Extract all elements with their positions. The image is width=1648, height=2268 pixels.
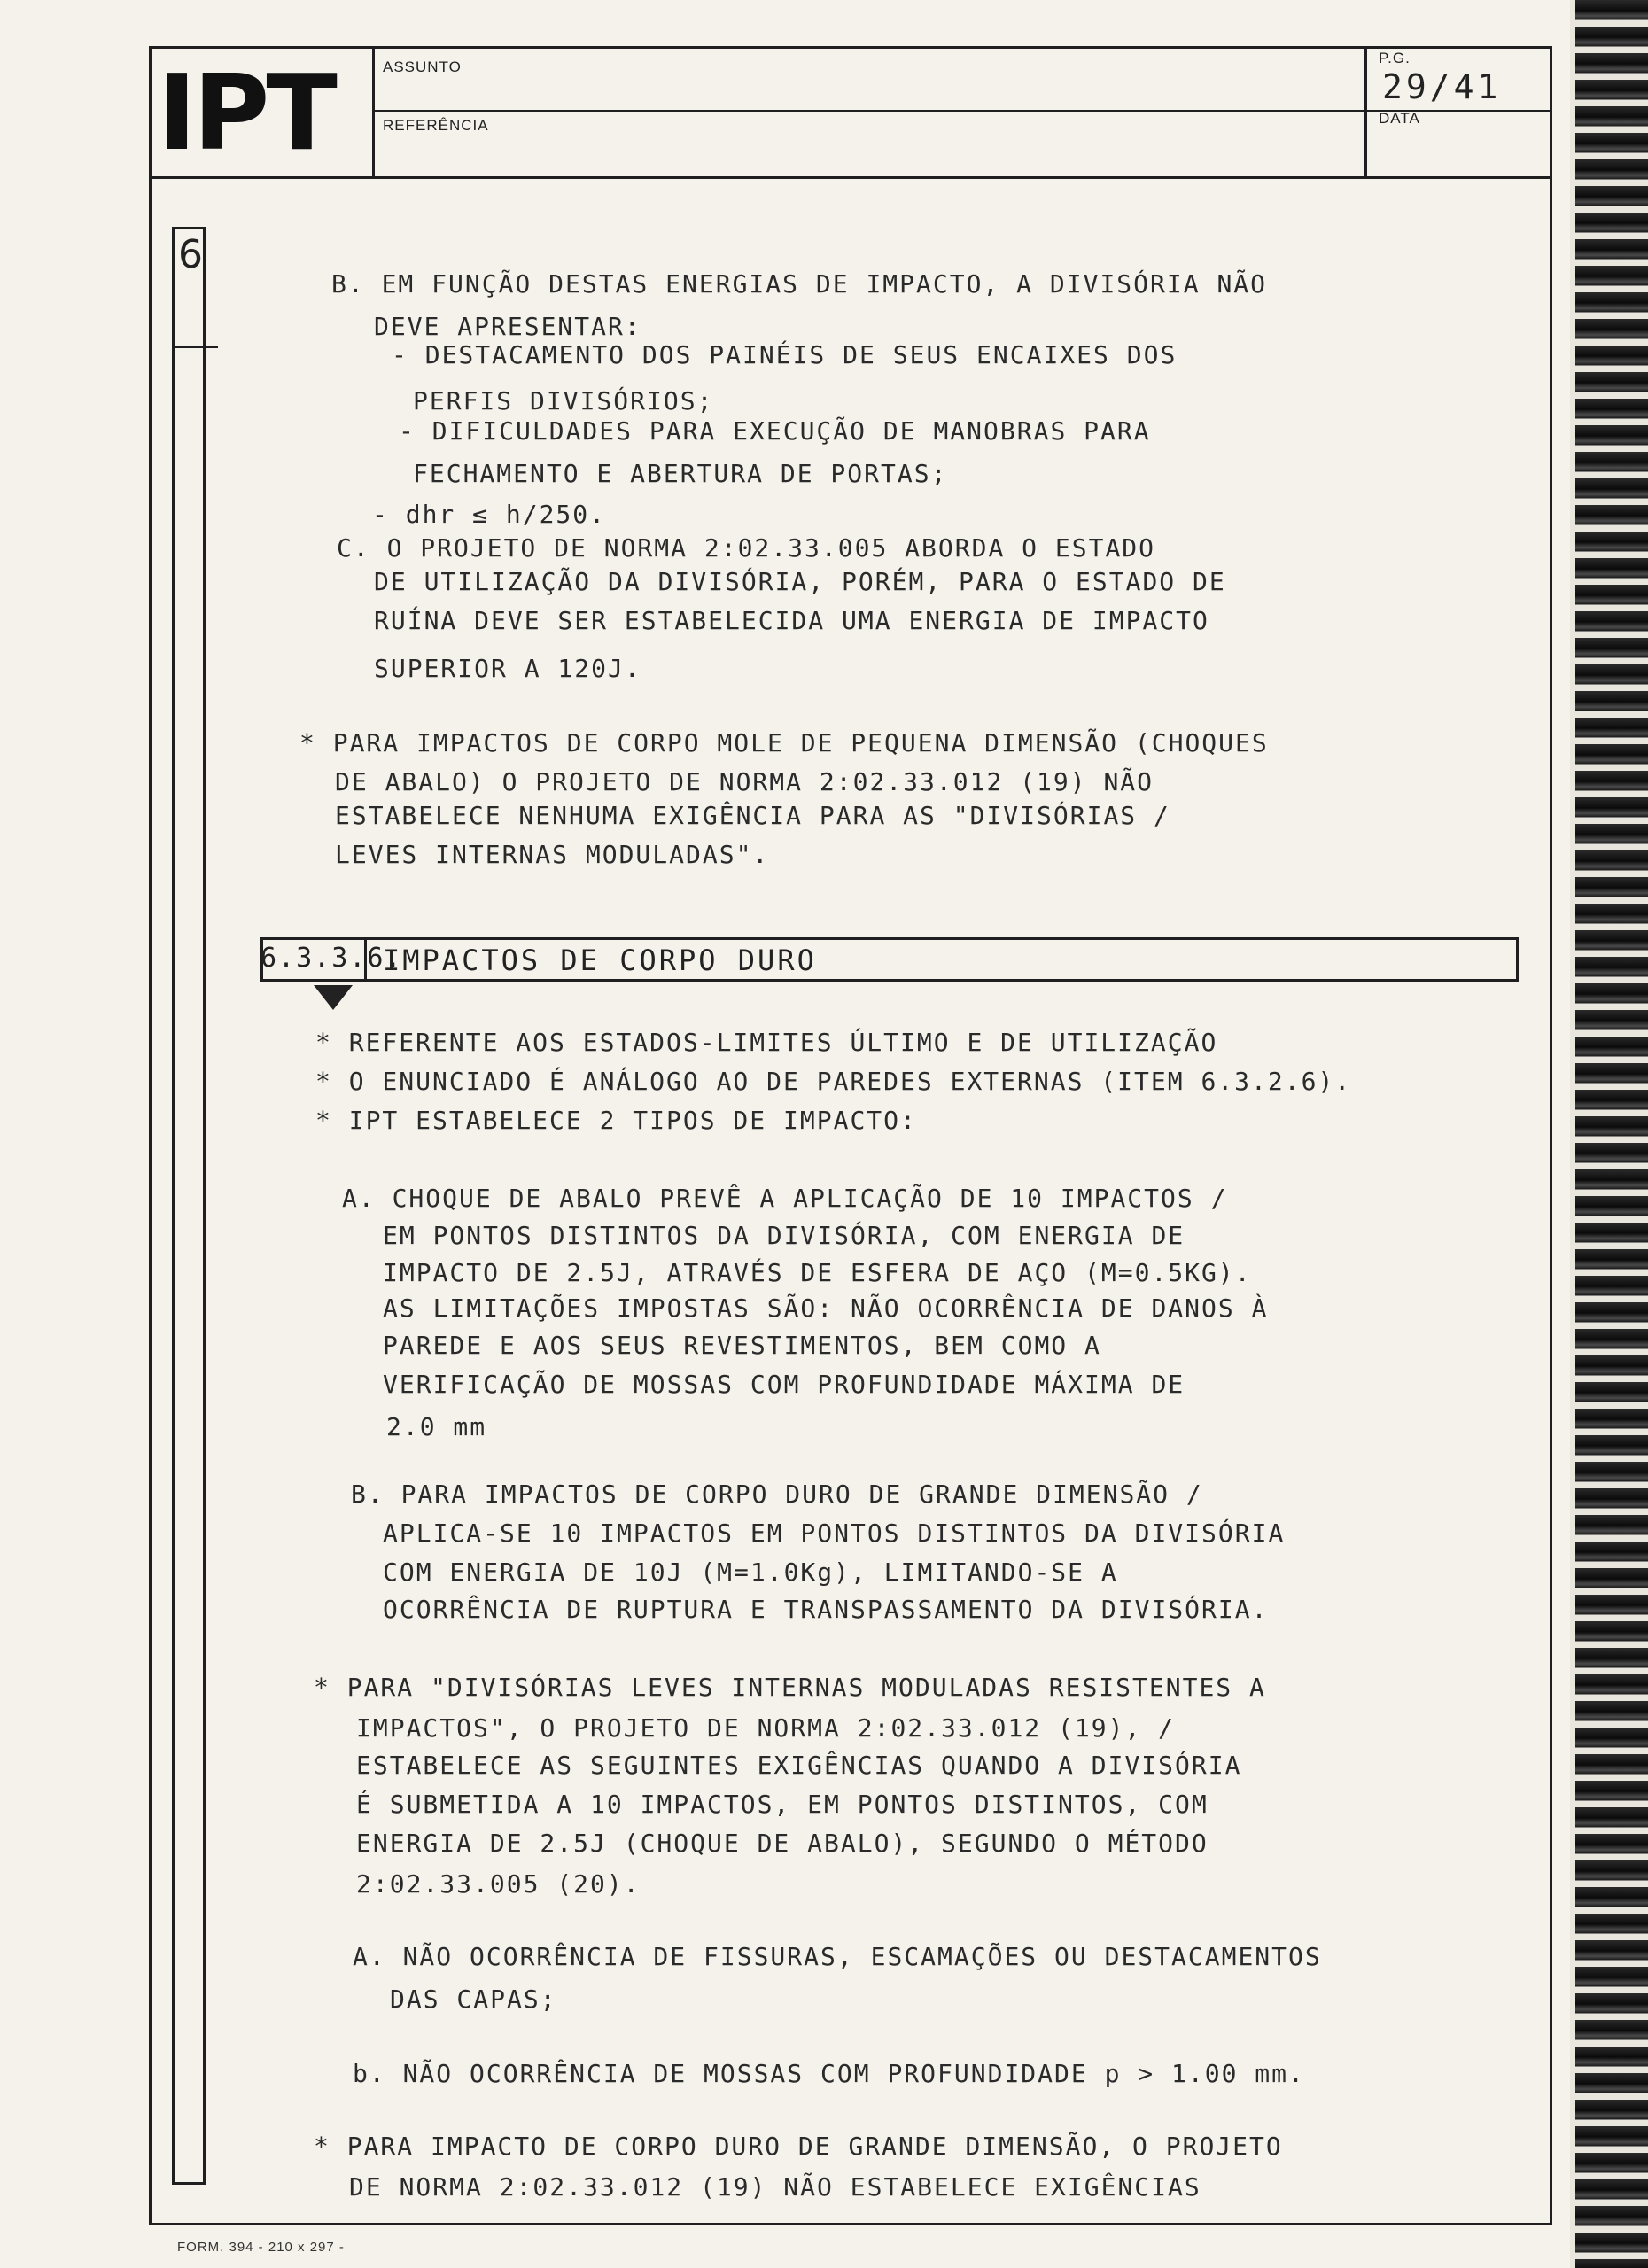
- text-line: B. EM FUNÇÃO DESTAS ENERGIAS DE IMPACTO, A DIVISÓRIA NÃO: [331, 269, 1268, 299]
- text-line: * PARA IMPACTO DE CORPO DURO DE GRANDE DIMENSÃO, O PROJETO: [314, 2132, 1283, 2161]
- text-line: AS LIMITAÇÕES IMPOSTAS SÃO: NÃO OCORRÊNCIA DE DANOS À: [383, 1293, 1269, 1323]
- header-divider: [1364, 46, 1367, 179]
- section-column: [172, 227, 206, 2185]
- text-line: IMPACTO DE 2.5J, ATRAVÉS DE ESFERA DE AÇO (M=0.5KG).: [383, 1258, 1252, 1287]
- text-line: * PARA IMPACTOS DE CORPO MOLE DE PEQUENA DIMENSÃO (CHOQUES: [299, 728, 1269, 757]
- text-line: - DIFICULDADES PARA EXECUÇÃO DE MANOBRAS PARA: [399, 416, 1151, 446]
- form-footer: FORM. 394 - 210 x 297 -: [177, 2240, 345, 2255]
- header-divider: [372, 46, 375, 179]
- text-line: DE NORMA 2:02.33.012 (19) NÃO ESTABELECE EXIGÊNCIAS: [349, 2172, 1201, 2202]
- pg-label: P.G.: [1379, 50, 1411, 66]
- header-midline: [372, 110, 1552, 112]
- text-line: PAREDE E AOS SEUS REVESTIMENTOS, BEM COMO A: [383, 1331, 1101, 1360]
- text-line: RUÍNA DEVE SER ESTABELECIDA UMA ENERGIA DE IMPACTO: [374, 606, 1209, 635]
- text-line: b. NÃO OCORRÊNCIA DE MOSSAS COM PROFUNDIDADE p > 1.00 mm.: [353, 2059, 1305, 2088]
- text-line: DAS CAPAS;: [390, 1984, 557, 2014]
- text-line: - dhr ≤ h/250.: [372, 500, 607, 529]
- text-line: ESTABELECE AS SEGUINTES EXIGÊNCIAS QUANDO A DIVISÓRIA: [356, 1751, 1242, 1780]
- text-line: * REFERENTE AOS ESTADOS-LIMITES ÚLTIMO E DE UTILIZAÇÃO: [315, 1028, 1218, 1057]
- text-line: 2:02.33.005 (20).: [356, 1869, 641, 1899]
- text-line: ESTABELECE NENHUMA EXIGÊNCIA PARA AS "DIVISÓRIAS /: [335, 801, 1170, 830]
- text-line: A. NÃO OCORRÊNCIA DE FISSURAS, ESCAMAÇÕES OU DESTACAMENTOS: [353, 1942, 1322, 1971]
- text-line: B. PARA IMPACTOS DE CORPO DURO DE GRANDE DIMENSÃO /: [351, 1480, 1203, 1509]
- text-line: FECHAMENTO E ABERTURA DE PORTAS;: [413, 459, 948, 488]
- form-header: [149, 46, 1552, 179]
- section-heading-number: 6.3.3.6.: [260, 937, 367, 982]
- text-line: * O ENUNCIADO É ANÁLOGO AO DE PAREDES EXTERNAS (ITEM 6.3.2.6).: [315, 1067, 1352, 1096]
- spiral-binding: [1575, 0, 1648, 2268]
- text-line: É SUBMETIDA A 10 IMPACTOS, EM PONTOS DISTINTOS, COM: [356, 1790, 1209, 1819]
- section-number: 6: [178, 232, 203, 277]
- page-number: 29/41: [1382, 67, 1502, 106]
- text-line: 2.0 mm: [386, 1412, 487, 1441]
- text-line: OCORRÊNCIA DE RUPTURA E TRANSPASSAMENTO DA DIVISÓRIA.: [383, 1595, 1269, 1624]
- text-line: A. CHOQUE DE ABALO PREVÊ A APLICAÇÃO DE 10 IMPACTOS /: [342, 1184, 1228, 1213]
- text-line: EM PONTOS DISTINTOS DA DIVISÓRIA, COM ENERGIA DE: [383, 1221, 1185, 1250]
- text-line: * IPT ESTABELECE 2 TIPOS DE IMPACTO:: [315, 1106, 917, 1135]
- referencia-label: REFERÊNCIA: [383, 117, 489, 134]
- text-line: DEVE APRESENTAR:: [374, 312, 641, 341]
- section-mark: [172, 346, 218, 348]
- section-heading-title: IMPACTOS DE CORPO DURO: [383, 944, 817, 977]
- text-line: ENERGIA DE 2.5J (CHOQUE DE ABALO), SEGUNDO O MÉTODO: [356, 1829, 1209, 1858]
- text-line: COM ENERGIA DE 10J (M=1.0Kg), LIMITANDO-SE A: [383, 1557, 1118, 1587]
- text-line: * PARA "DIVISÓRIAS LEVES INTERNAS MODULADAS RESISTENTES A: [314, 1673, 1266, 1702]
- text-line: - DESTACAMENTO DOS PAINÉIS DE SEUS ENCAIXES DOS: [392, 340, 1178, 369]
- text-line: C. O PROJETO DE NORMA 2:02.33.005 ABORDA O ESTADO: [337, 533, 1156, 563]
- text-line: PERFIS DIVISÓRIOS;: [413, 386, 714, 416]
- text-line: DE ABALO) O PROJETO DE NORMA 2:02.33.012 (19) NÃO: [335, 767, 1154, 796]
- data-label: DATA: [1379, 110, 1420, 127]
- text-line: SUPERIOR A 120J.: [374, 654, 641, 683]
- text-line: LEVES INTERNAS MODULADAS".: [335, 840, 770, 869]
- assunto-label: ASSUNTO: [383, 58, 462, 75]
- text-line: VERIFICAÇÃO DE MOSSAS COM PROFUNDIDADE MÁXIMA DE: [383, 1370, 1185, 1399]
- ipt-logo: IPT: [158, 51, 334, 174]
- text-line: IMPACTOS", O PROJETO DE NORMA 2:02.33.012 (19), /: [356, 1713, 1176, 1743]
- heading-arrow-icon: [314, 985, 353, 1010]
- text-line: DE UTILIZAÇÃO DA DIVISÓRIA, PORÉM, PARA O ESTADO DE: [374, 567, 1226, 596]
- text-line: APLICA-SE 10 IMPACTOS EM PONTOS DISTINTOS DA DIVISÓRIA: [383, 1518, 1286, 1548]
